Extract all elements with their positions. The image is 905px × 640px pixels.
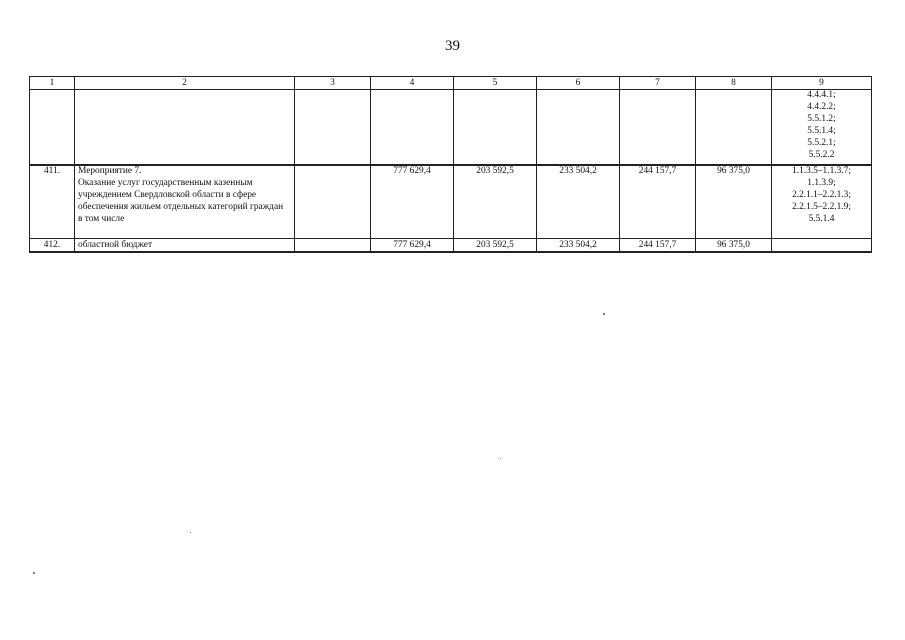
column-header: 9 <box>772 77 872 90</box>
table-cell <box>30 90 75 166</box>
row-number-cell: 411. <box>30 165 75 239</box>
row-number-cell: 412. <box>30 239 75 253</box>
table-cell <box>295 90 371 166</box>
table-cell <box>537 90 620 166</box>
table-row-continuation <box>30 90 872 166</box>
column-header: 2 <box>75 77 295 90</box>
table-header-row <box>30 77 872 90</box>
table-cell <box>75 90 295 166</box>
goal-codes-cell <box>772 239 872 253</box>
row-name-cell <box>75 239 295 253</box>
col6-cell: 233 504,2 <box>537 165 620 239</box>
table-row <box>30 165 872 239</box>
column-header: 7 <box>620 77 696 90</box>
column-header: 1 <box>30 77 75 90</box>
table-cell <box>620 90 696 166</box>
col4-cell: 777 629,4 <box>371 165 454 239</box>
goal-codes-cell: 4.4.4.1; 4.4.2.2; 5.5.1.2; 5.5.1.4; 5.5.2.1; 5.5.2.2 <box>772 90 872 166</box>
col7-cell: 244 157,7 <box>620 239 696 253</box>
table-row <box>30 239 872 253</box>
scan-speck <box>500 458 501 459</box>
scan-speck <box>603 313 605 315</box>
table-cell <box>696 90 772 166</box>
col4-cell: 777 629,4 <box>371 239 454 253</box>
col8-cell: 96 375,0 <box>696 239 772 253</box>
row-name-cell <box>75 165 295 239</box>
row-name-text: областной бюджет <box>78 240 153 250</box>
table-cell <box>454 90 537 166</box>
col5-cell: 203 592,5 <box>454 165 537 239</box>
col3-cell <box>295 239 371 253</box>
col8-cell: 96 375,0 <box>696 165 772 239</box>
col5-cell: 203 592,5 <box>454 239 537 253</box>
column-header: 6 <box>537 77 620 90</box>
column-header: 4 <box>371 77 454 90</box>
column-header: 5 <box>454 77 537 90</box>
column-header: 8 <box>696 77 772 90</box>
column-header: 3 <box>295 77 371 90</box>
goal-codes-cell: 1.1.3.5–1.1.3.7; 1.1.3.9; 2.2.1.1–2.2.1.3; 2.2.1.5–2.2.1.9; 5.5.1.4 <box>772 165 872 239</box>
scan-speck <box>190 532 191 533</box>
row-name-text: Мероприятие 7. Оказание услуг государственным казенным учреждением Свердловской области в сфере обеспечения жильем отдельных категорий граждан в том числе <box>78 166 284 224</box>
budget-table <box>29 76 872 253</box>
col6-cell: 233 504,2 <box>537 239 620 253</box>
table-cell <box>371 90 454 166</box>
page-number: 39 <box>445 38 460 54</box>
col7-cell: 244 157,7 <box>620 165 696 239</box>
scan-speck <box>33 572 35 574</box>
col3-cell <box>295 165 371 239</box>
